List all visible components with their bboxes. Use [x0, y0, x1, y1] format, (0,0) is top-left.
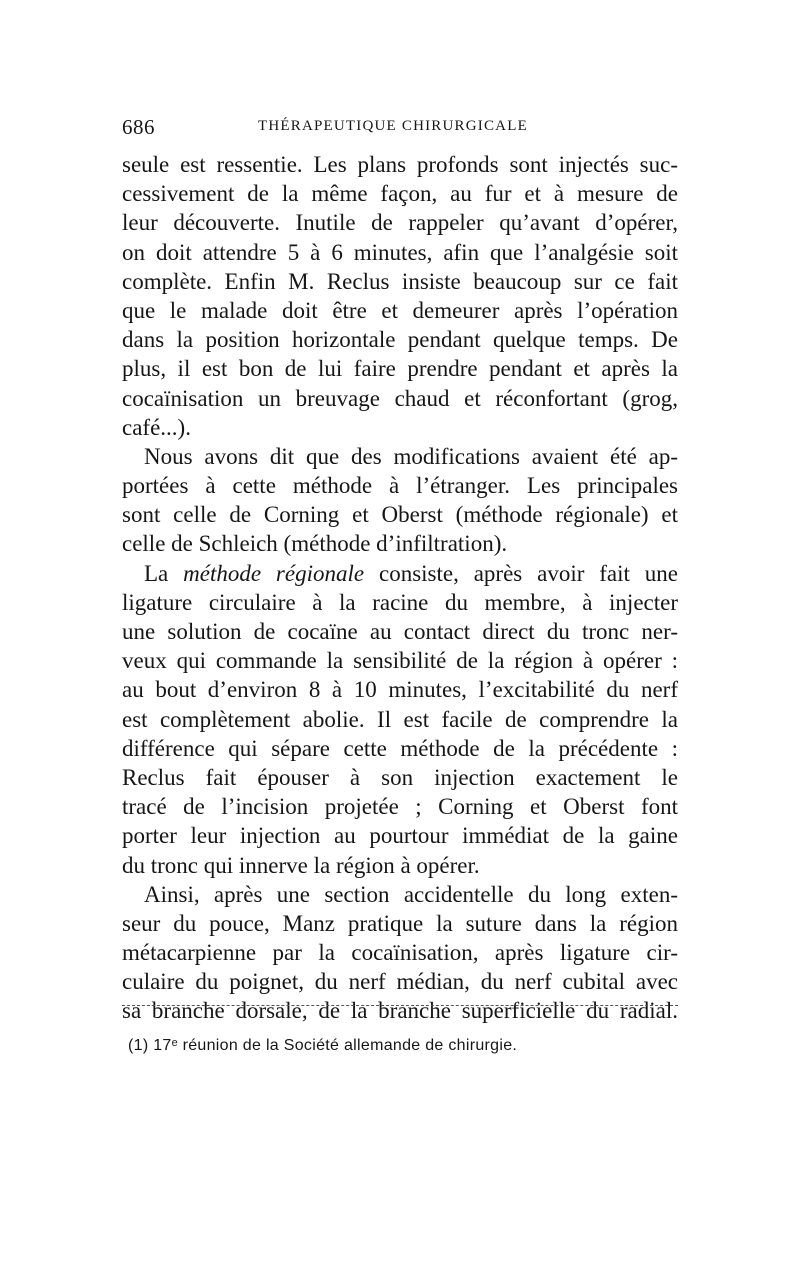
text-line: que le malade doit être et demeurer après l’opération — [122, 297, 678, 323]
footnote-divider — [122, 1005, 678, 1006]
text-line: plus, il est bon de lui faire prendre pendant et après la — [122, 356, 678, 382]
text-line: dans la position horizontale pendant quelque temps. De — [122, 327, 678, 353]
text-line: café...). — [122, 414, 191, 440]
text-line: du tronc qui innerve la région à opérer. — [122, 852, 480, 878]
text-line: cocaïnisation un breuvage chaud et réconfortant (grog, — [122, 385, 678, 411]
text-line: complète. Enfin M. Reclus insiste beaucoup sur ce fait — [122, 268, 678, 294]
text-line: seule est ressentie. Les plans profonds sont injectés suc- — [122, 152, 678, 177]
text-line: Nous avons dit que des modifications avaient été ap- — [144, 443, 678, 469]
footnote: (1) 17ᵉ réunion de la Société allemande de chirurgie. — [128, 1037, 518, 1054]
text-line: tracé de l’incision projetée ; Corning et Oberst font — [122, 794, 678, 820]
text-line: veux qui commande la sensibilité de la région à opérer : — [122, 648, 678, 674]
text-line: une solution de cocaïne au contact direct du tronc ner- — [122, 619, 678, 644]
text-segment — [364, 561, 379, 586]
text-line: différence qui sépare cette méthode de la précédente : — [122, 735, 678, 761]
body-text — [122, 150, 678, 1026]
text-line: au bout d’environ 8 à 10 minutes, l’excitabilité du nerf — [122, 677, 678, 703]
text-line: Reclus fait épouser à son injection exactement le — [122, 764, 678, 790]
text-line: leur découverte. Inutile de rappeler qu’avant d’opérer, — [122, 210, 678, 236]
text-segment: consiste, après avoir fait une — [378, 560, 678, 586]
text-line: on doit attendre 5 à 6 minutes, afin que l’analgésie soit — [122, 239, 678, 265]
text-line: celle de Schleich (méthode d’infiltration). — [122, 531, 508, 557]
text-line: seur du pouce, Manz pratique la suture dans la région — [122, 910, 678, 936]
text-line: ligature circulaire à la racine du membre, à injecter — [122, 589, 678, 615]
italic-term: méthode régionale — [183, 560, 365, 586]
running-head — [122, 115, 678, 145]
text-line: est complètement abolie. Il est facile de comprendre la — [122, 706, 678, 732]
text-line: sa branche dorsale, de la branche superficielle du radial. — [122, 998, 678, 1024]
text-line: métacarpienne par la cocaïnisation, après ligature cir- — [122, 940, 678, 966]
text-line: sont celle de Corning et Oberst (méthode régionale) et — [122, 502, 678, 528]
text-line: culaire du poignet, du nerf médian, du nerf cubital avec — [122, 969, 678, 995]
page-number: 686 — [122, 115, 155, 139]
text-segment: La — [144, 560, 184, 586]
text-line: portées à cette méthode à l’étranger. Les principales — [122, 473, 678, 499]
text-line: cessivement de la même façon, au fur et à mesure de — [122, 181, 678, 207]
text-line-mixed — [122, 559, 678, 588]
text-line: porter leur injection au pourtour immédiat de la gaine — [122, 823, 678, 849]
text-line: Ainsi, après une section accidentelle du long exten- — [144, 881, 678, 907]
running-title: THÉRAPEUTIQUE CHIRURGICALE — [258, 118, 528, 134]
